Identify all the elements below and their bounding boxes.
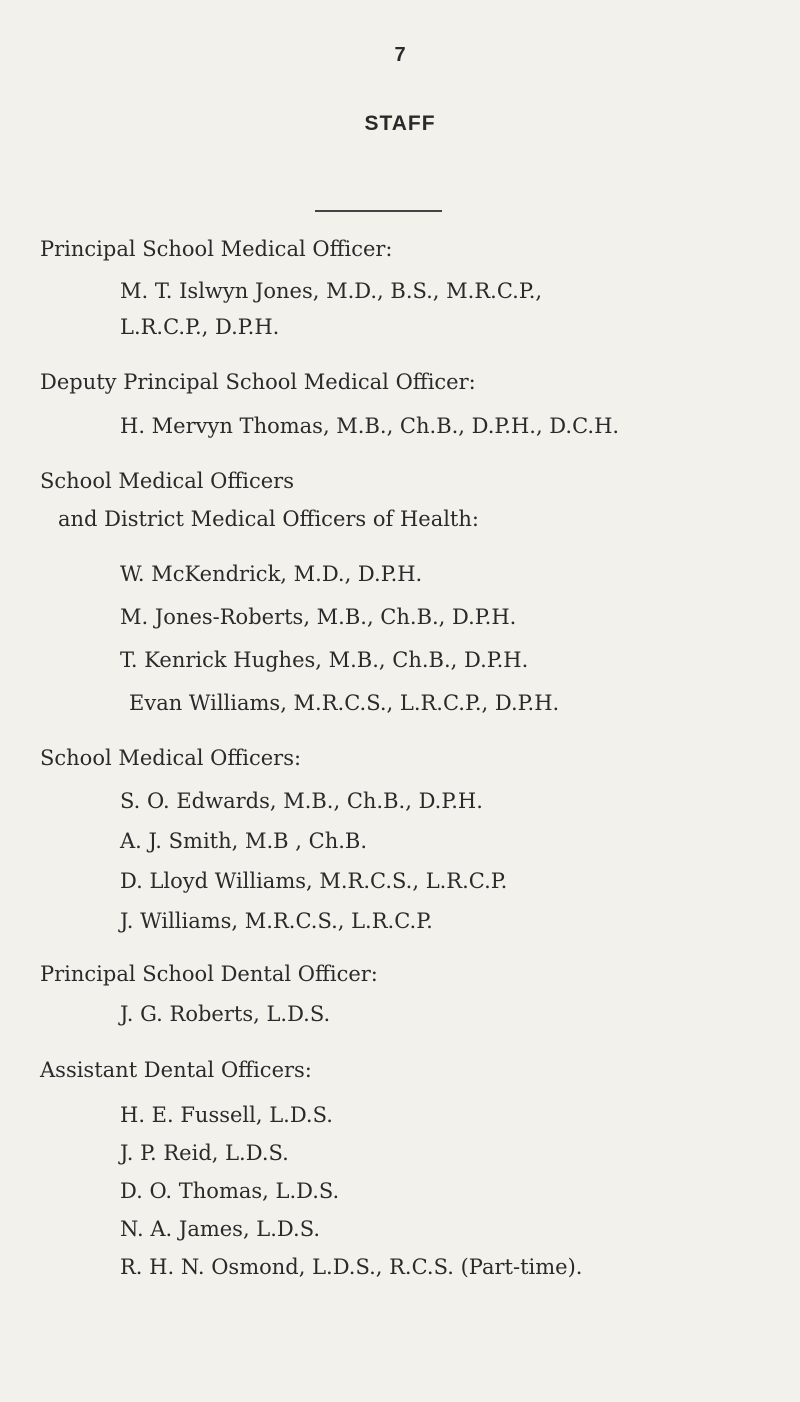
staff-entry: H. Mervyn Thomas, M.B., Ch.B., D.P.H., D.C.H. <box>120 414 620 438</box>
staff-entry: N. A. James, L.D.S. <box>120 1217 321 1241</box>
staff-entry: J. P. Reid, L.D.S. <box>120 1141 289 1165</box>
page-number: 7 <box>394 44 406 66</box>
section-heading: and District Medical Officers of Health: <box>58 507 479 531</box>
staff-entry: D. Lloyd Williams, M.R.C.S., L.R.C.P. <box>120 869 508 893</box>
staff-entry: Evan Williams, M.R.C.S., L.R.C.P., D.P.H. <box>129 691 560 715</box>
staff-entry: L.R.C.P., D.P.H. <box>120 315 280 339</box>
section-heading: Principal School Medical Officer: <box>40 237 393 261</box>
staff-entry: J. Williams, M.R.C.S., L.R.C.P. <box>120 909 433 933</box>
section-heading: Deputy Principal School Medical Officer: <box>40 370 476 394</box>
section-heading: School Medical Officers: <box>40 746 302 770</box>
staff-entry: M. Jones-Roberts, M.B., Ch.B., D.P.H. <box>120 605 517 629</box>
staff-entry: H. E. Fussell, L.D.S. <box>120 1103 333 1127</box>
page-title: STAFF <box>364 112 436 135</box>
staff-entry: R. H. N. Osmond, L.D.S., R.C.S. (Part-time). <box>120 1255 583 1279</box>
staff-entry: D. O. Thomas, L.D.S. <box>120 1179 340 1203</box>
section-heading: Principal School Dental Officer: <box>40 962 378 986</box>
title-divider <box>315 210 442 212</box>
section-heading: School Medical Officers <box>40 469 294 493</box>
staff-entry: M. T. Islwyn Jones, M.D., B.S., M.R.C.P., <box>120 279 543 303</box>
staff-entry: T. Kenrick Hughes, M.B., Ch.B., D.P.H. <box>120 648 529 672</box>
staff-entry: W. McKendrick, M.D., D.P.H. <box>120 562 423 586</box>
staff-entry: S. O. Edwards, M.B., Ch.B., D.P.H. <box>120 789 483 813</box>
section-heading: Assistant Dental Officers: <box>40 1058 312 1082</box>
staff-entry: J. G. Roberts, L.D.S. <box>120 1002 331 1026</box>
staff-entry: A. J. Smith, M.B , Ch.B. <box>120 829 367 853</box>
